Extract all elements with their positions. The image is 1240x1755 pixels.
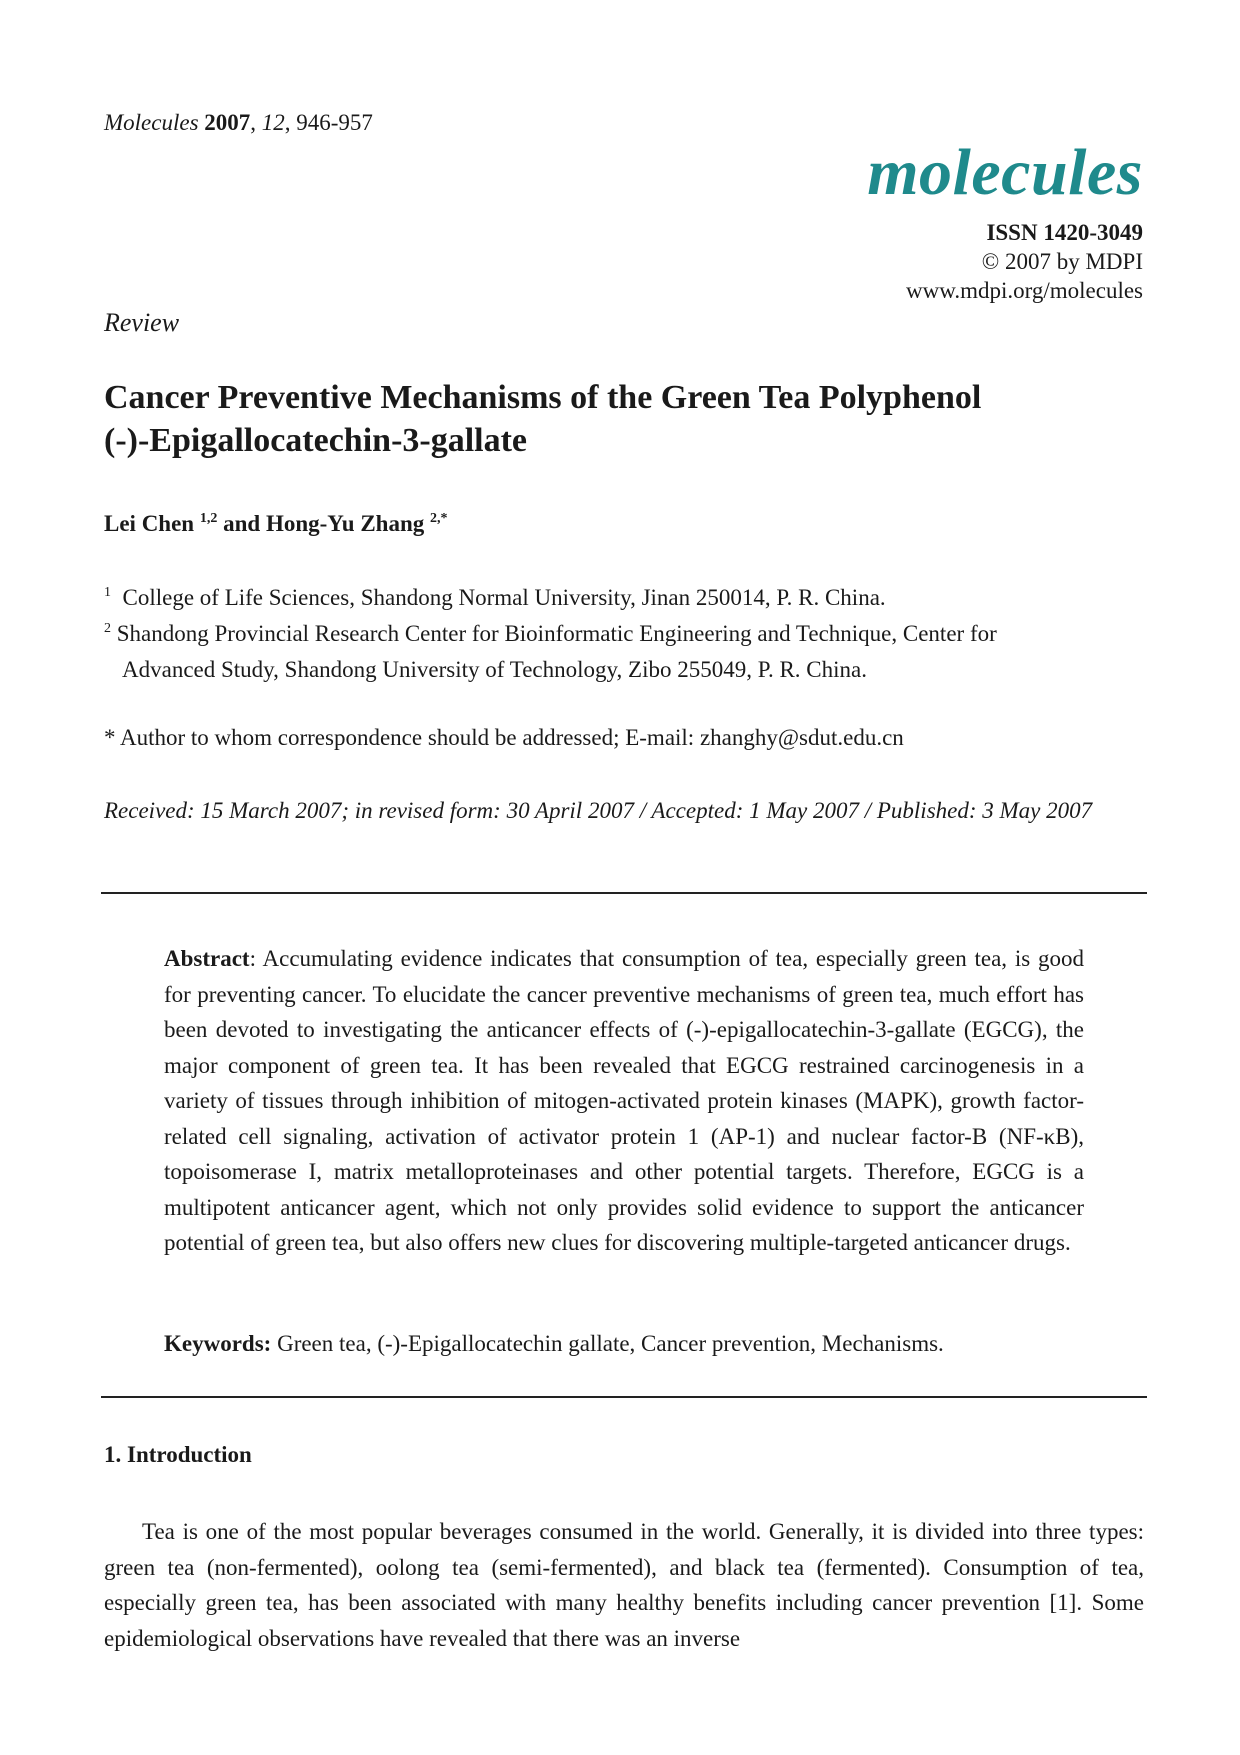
affiliation-number: 1 [104, 585, 111, 600]
intro-paragraph: Tea is one of the most popular beverages consumed in the world. Generally, it is divided into three types: green tea (non-fermented), oolong tea (semi-fermented), and black tea (fermented). Consumption of tea, especially green tea, has been associated with many healthy benefits including cancer prevention [1]. Some epidemiological observations have revealed that there was an inverse [104, 1519, 1144, 1651]
author-name: Hong-Yu Zhang [265, 511, 425, 536]
keywords [164, 1331, 944, 1357]
correspondence-note: * Author to whom correspondence should be addressed; E-mail: zhanghy@sdut.edu.cn [104, 725, 904, 750]
journal-volume: 12 [261, 110, 285, 135]
journal-year: 2007 [204, 110, 251, 135]
divider-bottom [101, 1396, 1147, 1398]
keywords-label: Keywords: [164, 1331, 272, 1356]
affiliation-item [104, 616, 1144, 652]
author-affil-mark: 2,* [430, 511, 448, 526]
divider-top [101, 892, 1147, 894]
journal-meta [906, 218, 1143, 305]
title-line-1: Cancer Preventive Mechanisms of the Green Tea Polyphenol [104, 379, 982, 416]
abstract-text: : Accumulating evidence indicates that consumption of tea, especially green tea, is good for preventing cancer. To elucidate the cancer preventive mechanisms of green tea, much effort has been devoted to investigating the anticancer effects of (-)-epigallocatechin-3-gallate (EGCG), the major component of green tea. It has been revealed that EGCG restrained carcinogenesis in a variety of tissues through inhibition of mitogen-activated protein kinases (MAPK), growth factor-related cell signaling, activation of activator protein 1 (AP-1) and nuclear factor-B (NF-κB), topoisomerase I, matrix metalloproteinases and other potential targets. Therefore, EGCG is a multipotent anticancer agent, which not only provides solid evidence to support the anticancer potential of green tea, but also offers new clues for discovering multiple-targeted anticancer drugs. [164, 946, 1084, 1255]
article-type: Review [104, 308, 180, 337]
publication-dates: Received: 15 March 2007; in revised form: 30 April 2007 / Accepted: 1 May 2007 / Published: 3 May 2007 [104, 798, 1093, 823]
affiliation-continuation: Advanced Study, Shandong University of Technology, Zibo 255049, P. R. China. [122, 657, 867, 682]
journal-url[interactable]: www.mdpi.org/molecules [906, 278, 1143, 303]
affiliation-number: 2 [104, 621, 111, 636]
abstract-label: Abstract [164, 946, 250, 971]
copyright: © 2007 by MDPI [981, 249, 1143, 274]
author-joiner: and [223, 511, 261, 536]
journal-citation: Molecules 2007, 12, 946-957 [104, 110, 373, 135]
abstract [164, 941, 1084, 1261]
affiliations [104, 580, 1144, 688]
issn: ISSN 1420-3049 [986, 220, 1143, 245]
journal-logo: molecules [867, 136, 1143, 209]
affiliation-text: Shandong Provincial Research Center for Bioinformatic Engineering and Technique, Center for [116, 621, 997, 646]
affiliation-item [104, 580, 1144, 616]
author-name: Lei Chen [104, 511, 195, 536]
journal-name: Molecules [104, 110, 199, 135]
journal-pages: 946-957 [296, 110, 373, 135]
author-list [104, 511, 448, 537]
section-heading: 1. Introduction [104, 1442, 252, 1467]
keywords-text: Green tea, (-)-Epigallocatechin gallate, Cancer prevention, Mechanisms. [271, 1331, 944, 1356]
article-title [104, 376, 1144, 462]
affiliation-text: College of Life Sciences, Shandong Normal University, Jinan 250014, P. R. China. [122, 585, 886, 610]
title-line-2: (-)-Epigallocatechin-3-gallate [104, 422, 528, 459]
author-affil-mark: 1,2 [199, 511, 218, 526]
